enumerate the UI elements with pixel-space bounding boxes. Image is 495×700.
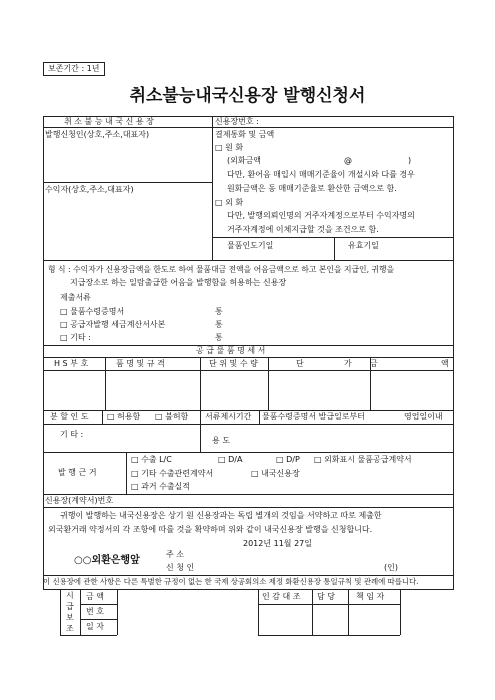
doc-item-receipt[interactable]: □ 물품수령증명서 — [60, 307, 125, 316]
rule-applicant — [43, 182, 212, 183]
misc-label: 기 타 : — [60, 430, 84, 439]
approval-manager: 책 임 자 — [356, 592, 385, 601]
confirm-vertical-4: 조 — [66, 624, 74, 633]
basis-export-record-checkbox[interactable]: □ 과거 수출실적 — [131, 482, 191, 491]
partial-delivery-label: 분 할 인 도 — [50, 412, 89, 421]
declaration-line-1: 귀행이 발행하는 내국신용장은 상기 원 신용장과는 독립 별개의 것임을 서약하고 따로 제출한 — [60, 511, 382, 520]
validity-label: 유효기일 — [348, 241, 379, 250]
goods-col-2 — [200, 357, 201, 410]
basis-export-lc-checkbox[interactable]: □ 수출 L/C — [131, 455, 172, 464]
goods-section-title: 공 급 물 품 명 세 서 — [196, 346, 266, 355]
goods-col-1 — [105, 357, 106, 410]
rule-partial — [43, 410, 453, 411]
goods-col-amount-1: 금 — [370, 359, 378, 368]
won-note-1: 다만, 환어음 매입시 매매기준율이 개설시와 다를 경우 — [227, 170, 415, 179]
rule-delivery-split — [334, 237, 335, 260]
doc-item-receipt-unit: 통 — [215, 307, 223, 316]
approval-right — [400, 589, 401, 635]
rule-header — [43, 127, 453, 128]
doc-period-suffix: 영업일이내 — [404, 412, 443, 421]
signer-label: 신 청 인 — [166, 563, 195, 572]
confirm-vertical-3: 보 — [66, 613, 74, 622]
goods-col-hs: H S 부 호 — [54, 359, 89, 368]
usage-label: 용 도 — [212, 436, 230, 445]
partial-split-1 — [102, 410, 103, 424]
lc-number-label: 신용장번호 : — [215, 117, 259, 126]
applicant-label: 발행신청인(상호,주소,대표자) — [45, 130, 150, 139]
frame-left — [43, 116, 44, 590]
goods-col-amount-2: 액 — [441, 359, 449, 368]
goods-col-unitprice-2: 가 — [344, 359, 352, 368]
doc-item-other-unit: 통 — [215, 333, 223, 342]
form-line-1: 형 식 : 수익자가 신용장금액을 한도로 하여 물품대금 전액을 어음금액으로 하고 본인을 지급인, 귀행을 — [48, 265, 395, 274]
approval-split-2 — [348, 589, 349, 635]
confirm-date-label: 일 자 — [86, 622, 104, 631]
won-option-checkbox[interactable]: □ 원 화 — [215, 143, 244, 152]
lc-type-label: 취 소 불 능 내 국 신 용 장 — [64, 117, 154, 126]
basis-local-lc-checkbox[interactable]: □ 내국신용장 — [251, 469, 300, 478]
rule-misc — [43, 424, 453, 425]
doc-item-other[interactable]: □ 기타 : — [60, 333, 91, 342]
confirm-amount-label: 금 액 — [86, 592, 104, 601]
confirm-bottom — [60, 635, 117, 636]
goods-col-qty: 단 위 및 수 량 — [209, 359, 258, 368]
basis-fx-contract-checkbox[interactable]: □ 외화표시 물품공급계약서 — [314, 455, 412, 464]
approval-bottom — [258, 635, 400, 636]
rule-contract — [43, 494, 453, 495]
fx-amount-label: (외화금액 — [227, 156, 262, 165]
basis-split — [126, 452, 127, 494]
basis-label: 발 행 근 거 — [58, 468, 97, 477]
retention-period: 보존기간 : 1년 — [43, 62, 105, 76]
approval-head-rule — [258, 604, 400, 605]
basis-other-export-checkbox[interactable]: □ 기타 수출관련계약서 — [131, 469, 214, 478]
basis-da-checkbox[interactable]: □ D/A — [218, 455, 243, 464]
doc-item-invoice-unit: 통 — [215, 320, 223, 329]
rule-bottom-frame — [43, 575, 453, 576]
goods-col-3 — [268, 357, 269, 410]
confirm-row-2 — [80, 619, 117, 620]
basis-dp-checkbox[interactable]: □ D/P — [276, 455, 300, 464]
rule-footer — [43, 589, 453, 590]
fx-note-2: 거주자계정에 이체지급할 것을 조건으로 함. — [227, 225, 379, 234]
approval-left — [258, 589, 259, 635]
form-line-2: 지급장소로 하는 일람출급한 어음을 발행함을 허용하는 신용장 — [70, 278, 287, 287]
address-label: 주 소 — [166, 550, 184, 559]
rule-basis — [43, 452, 453, 453]
document-title: 취소불능내국신용장 발행신청서 — [129, 86, 366, 106]
declaration-line-2: 외국환거래 약정서의 각 조항에 따를 것을 확약하며 위와 같이 내국신용장 발행을 신청합니다. — [48, 525, 373, 534]
partial-split-2 — [200, 410, 201, 452]
goods-col-spec: 품 명 및 규 격 — [116, 359, 165, 368]
contract-number-label: 신용장(계약서)번호 — [45, 496, 114, 505]
doc-period-text: 물품수령증명서 발급일로부터 — [262, 412, 366, 421]
rule-declaration — [43, 507, 453, 508]
declaration-date: 2012년 11월 27일 — [243, 539, 312, 548]
approval-seal-check: 인 감 대 조 — [262, 592, 301, 601]
fx-option-checkbox[interactable]: □ 외 화 — [215, 198, 244, 207]
delivery-date-label: 물품인도기일 — [227, 241, 274, 250]
footer-note: 이 신용장에 관한 사항은 다른 특별한 규정이 없는 한 국제 상공회의소 제정 화환신용장 통일규칙 및 관례에 따릅니다. — [43, 577, 419, 586]
approval-split-1 — [312, 589, 313, 635]
bank-name: ○○외환은행앞 — [74, 555, 140, 566]
doc-period-label: 서류제시기간 — [205, 412, 252, 421]
beneficiary-label: 수익자(상호,주소,대표자) — [45, 185, 134, 194]
confirm-mid — [117, 589, 118, 635]
approval-officer: 담 당 — [317, 592, 335, 601]
confirm-label-split — [80, 589, 81, 635]
doc-item-invoice[interactable]: □ 공급자발행 세금계산서사본 — [60, 320, 166, 329]
documents-title: 제출서류 — [60, 293, 91, 302]
confirm-vertical-2: 급 — [66, 602, 74, 611]
confirm-vertical-1: 시 — [66, 591, 74, 600]
goods-col-unitprice-1: 단 — [296, 359, 304, 368]
rule-mid-upper — [212, 116, 213, 260]
partial-allowed-checkbox[interactable]: □ 허용함 — [107, 412, 141, 421]
fx-close-paren: ) — [408, 156, 412, 165]
fx-at-sign: @ — [344, 156, 352, 165]
fx-note-1: 다만, 발행의뢰인명의 거주자계정으로부터 수익자명의 — [227, 211, 415, 220]
confirm-left — [60, 589, 61, 635]
rule-form-top — [43, 260, 453, 261]
partial-not-allowed-checkbox[interactable]: □ 불허함 — [155, 412, 189, 421]
frame-right — [453, 116, 454, 590]
rule-delivery — [212, 237, 453, 238]
confirm-row-1 — [80, 604, 117, 605]
won-note-2: 원화금액은 동 매매기준율로 환산한 금액으로 함. — [227, 184, 397, 193]
partial-split-3 — [259, 410, 260, 424]
settlement-title: 결제통화 및 금액 — [215, 130, 275, 139]
confirm-number-label: 번 호 — [86, 607, 104, 616]
seal-mark: (인) — [384, 563, 398, 572]
